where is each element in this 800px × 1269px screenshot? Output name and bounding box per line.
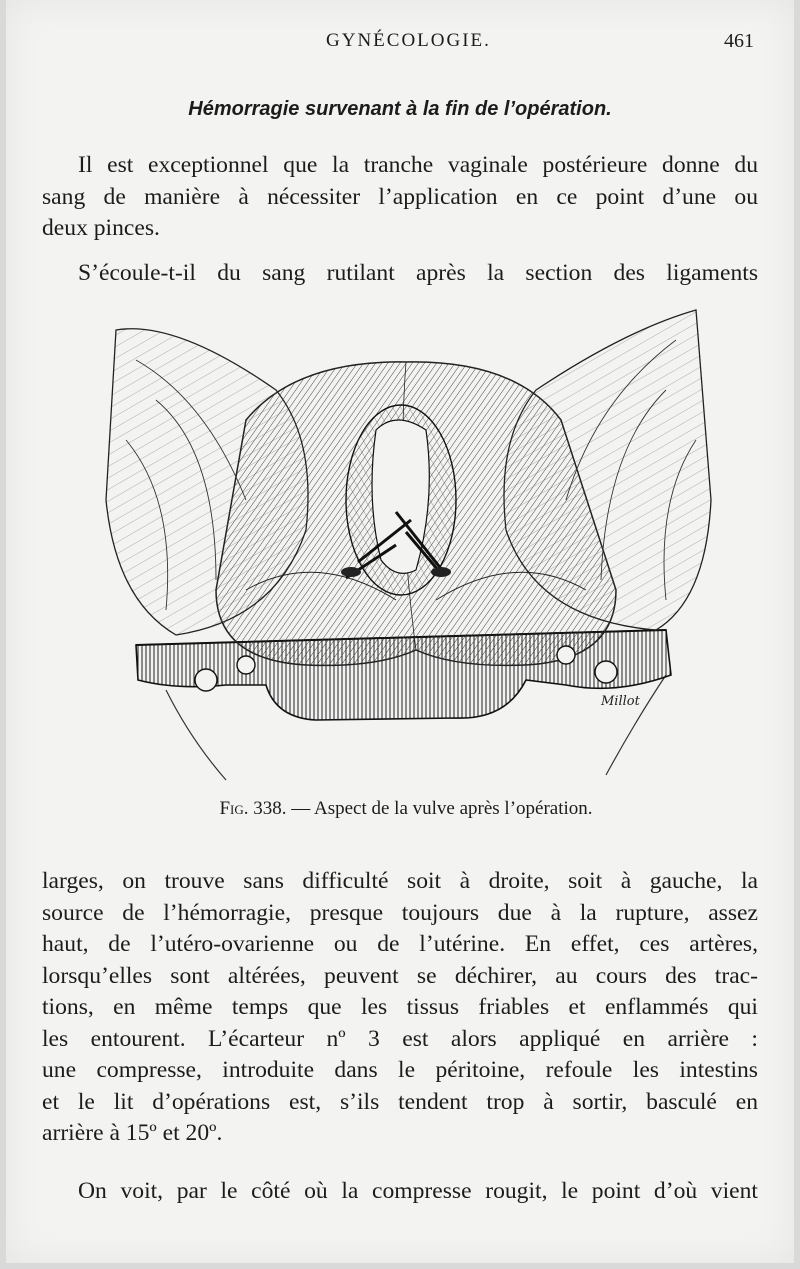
text-line: une compresse, introduite dans le péritoine, refoule les intestins (42, 1057, 758, 1083)
text-line: larges, on trouve sans difficulté soit à droite, soit à gauche, la (42, 868, 758, 894)
text-line: source de l’hémorragie, presque toujours due à la rupture, assez (42, 899, 758, 926)
engraving-drawing (96, 300, 716, 795)
text-line: et le lit d’opérations est, s’ils tendent trop à sortir, basculé en (42, 1088, 758, 1115)
figure-caption (6, 798, 794, 820)
paragraph (42, 1176, 758, 1208)
text-line: On voit, par le côté où la compresse rougit, le point d’où vient (78, 1178, 758, 1204)
text-line: S’écoule-t-il du sang rutilant après la section des ligaments (78, 260, 758, 286)
figure-label: Fig. 338. (219, 798, 287, 819)
text-line: tions, en même temps que les tissus friables et enflammés qui (42, 994, 758, 1020)
text-line: arrière à 15º et 20º. (42, 1120, 223, 1146)
text-line: deux pinces. (42, 215, 160, 241)
text-line: lorsqu’elles sont altérées, peuvent se déchirer, au cours des trac- (42, 962, 758, 989)
section-heading: Hémorragie survenant à la fin de l’opération. (188, 98, 612, 120)
surgical-illustration (96, 300, 716, 795)
page-number: 461 (724, 30, 754, 52)
paragraph (42, 150, 758, 245)
text-line: sang de manière à nécessiter l’application en ce point d’une ou (42, 183, 758, 210)
figure-caption-text: — Aspect de la vulve après l’opération. (291, 798, 593, 819)
book-page (6, 0, 794, 1263)
text-line: Il est exceptionnel que la tranche vaginale postérieure donne du (78, 152, 758, 178)
text-line: les entourent. L’écarteur nº 3 est alors appliqué en arrière : (42, 1025, 758, 1052)
running-title: GYNÉCOLOGIE. (326, 30, 491, 51)
engraver-signature: Millot (601, 694, 640, 709)
paragraph (42, 866, 758, 1150)
text-line: haut, de l’utéro-ovarienne ou de l’utérine. En effet, ces artères, (42, 931, 758, 957)
paragraph (42, 258, 758, 290)
